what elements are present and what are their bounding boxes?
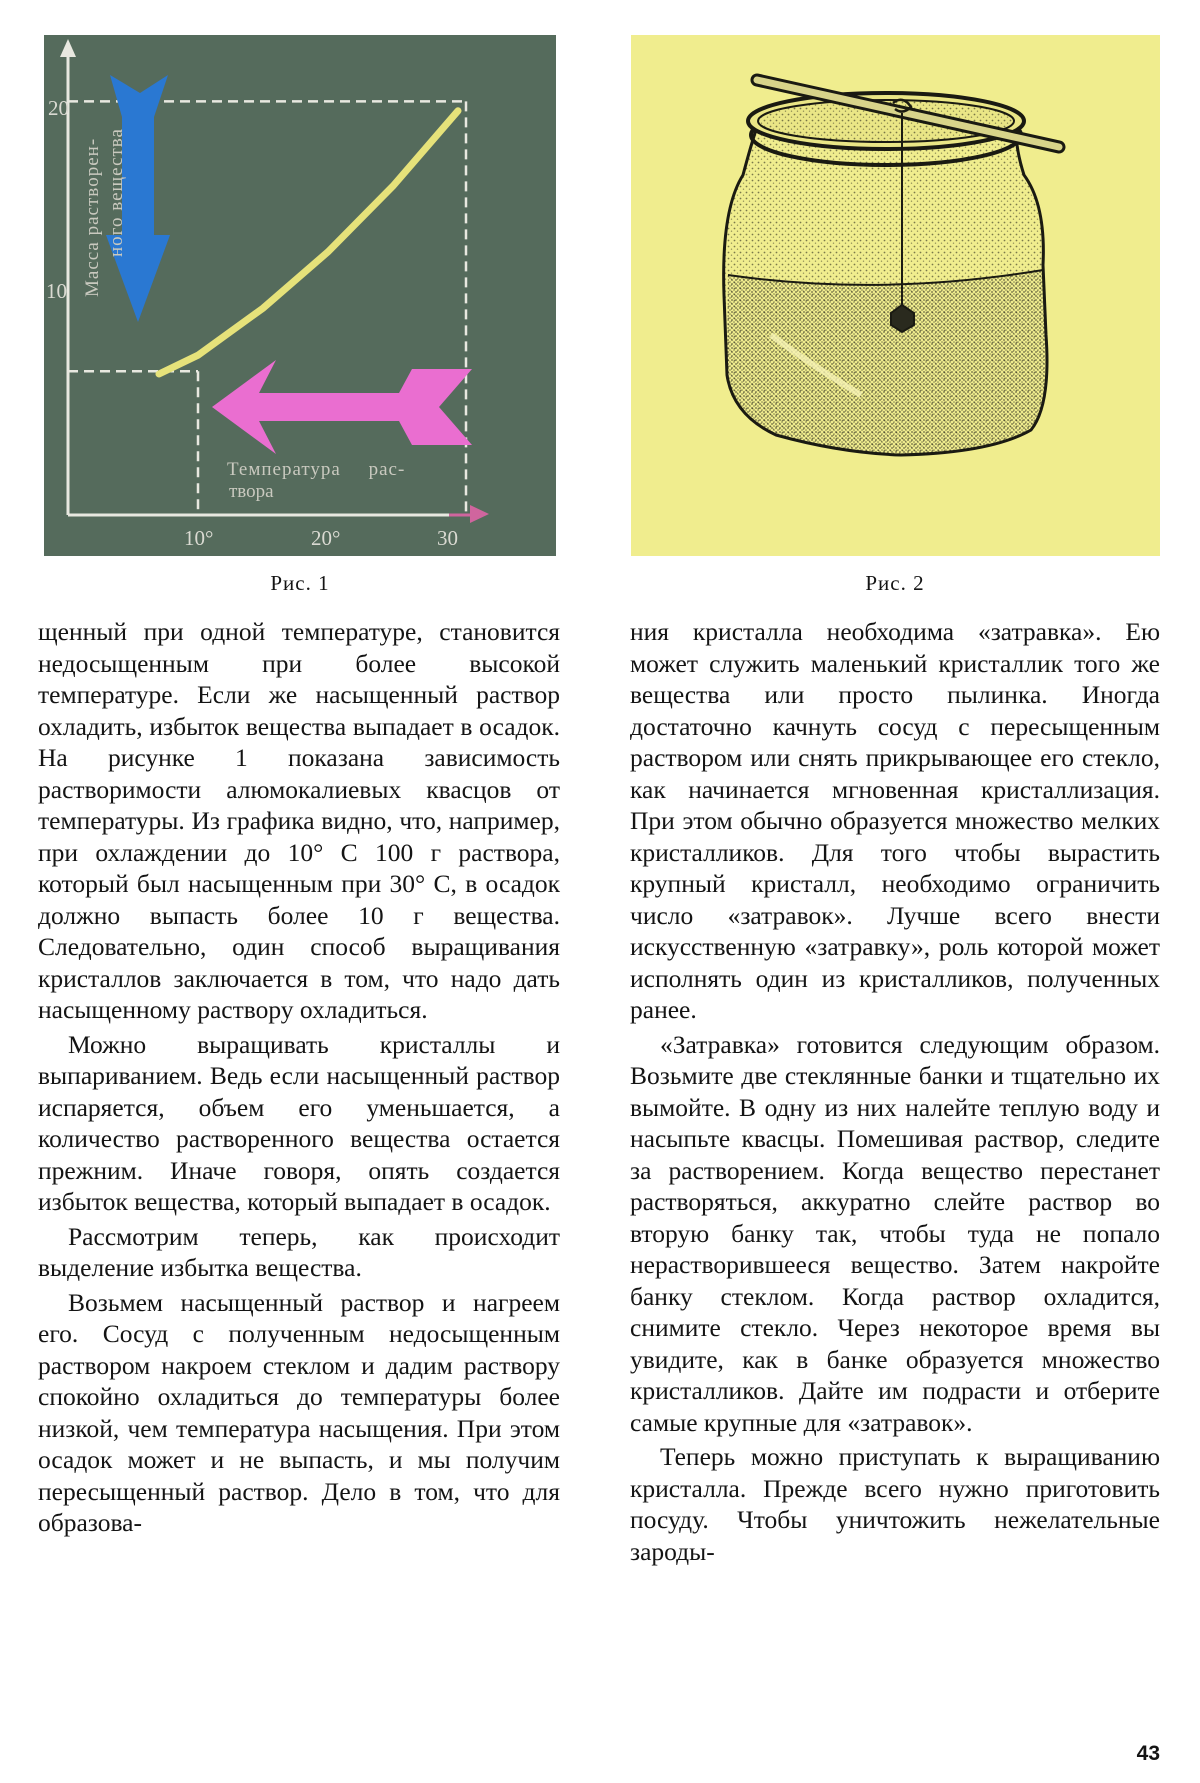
x-tick-10: 10° (184, 526, 214, 550)
paragraph: Теперь можно приступать к выращиванию кристалла. Прежде всего нужно приготовить посуду. Чтобы уничтожить нежелательные зароды- (630, 1442, 1160, 1566)
solubility-curve (159, 111, 458, 374)
x-tick-20: 20° (311, 526, 341, 550)
figure-1-caption: Рис. 1 (270, 571, 330, 595)
figure-1-chart (44, 35, 556, 556)
paragraph: Возьмем насыщенный раствор и нагреем его. Сосуд с полученным недосыщенным раствором накроем стеклом и дадим раствору спокойно охладиться до температуры более низкой, чем температура насыщения. При этом осадок может и не выпасть, и мы получим пересыщенный раствор. Дело в том, что для образова- (38, 1287, 560, 1537)
paragraph: ния кристалла необходима «затравка». Ею может служить маленький кристаллик того же вещества или просто пылинка. Иногда достаточно качнуть сосуд с пересыщенным раствором или снять прикрывающее его стекло, как начинается мгновенная кристаллизация. При этом обычно образуется множество мелких кристалликов. Для того чтобы вырастить крупный кристалл, необходимо ограничить число «затравок». Лучше всего внести искусственную «затравку», роль которой может исполнять один из кристалликов, полученных ранее. (630, 617, 1160, 1024)
solubility-chart (44, 35, 556, 556)
left-text-column (38, 616, 560, 1542)
y-axis-arrowhead (60, 39, 76, 57)
y-tick-10: 10 (46, 279, 67, 303)
paragraph: Рассмотрим теперь, как происходит выделение избытка вещества. (38, 1221, 560, 1282)
jar-illustration (631, 35, 1160, 556)
jar-liquid (727, 270, 1047, 455)
y-axis-label-line1: Масса раствoрен- (82, 137, 103, 297)
figure-2-illustration (631, 35, 1160, 556)
x-axis-label-line2: твора (229, 481, 274, 502)
paragraph: «Затравка» готовится следующим образом. Возьмите две стеклянные банки и тщательно их вымойте. В одну из них налейте теплую воду и насыпьте квасцы. Помешивая раствор, следите за растворением. Когда вещество перестанет растворяться, аккуратно слейте раствор во вторую банку так, чтобы туда не попало нерастворившееся вещество. Затем накройте банку стеклом. Когда раствор охладится, снимите стекло. Через некоторое время вы увидите, как в банке образуется множество кристалликов. Дайте им подрасти и отберите самые крупные для «затравок». (630, 1029, 1160, 1437)
figure-2-caption: Рис. 2 (865, 571, 925, 595)
x-tick-30: 30 (437, 526, 458, 550)
paragraph: Можно выращивать кристаллы и выпариванием. Ведь если насыщенный раствор испаряется, объем его уменьшается, а количество растворенного вещества остается прежним. Иначе говоря, опять создается избыток вещества, который выпадает в осадок. (38, 1029, 560, 1216)
x-axis-label-line1: Температура рас- (227, 459, 406, 480)
y-tick-20: 20 (48, 96, 69, 120)
page-number: 43 (1136, 1742, 1160, 1765)
right-text-column (630, 616, 1160, 1570)
jar-icon (724, 93, 1047, 455)
paragraph: щенный при одной температуре, становится недосыщенным при более высокой температуре. Если же насыщенный раствор охладить, избыток вещества выпадает в осадок. На рисунке 1 показана зависимость растворимости алюмокалиевых квасцов от температуры. Из графика видно, что, например, при охлаждении до 10° С 100 г раствора, который был насыщенным при 30° С, в осадок должно выпасть более 10 г вещества. Следовательно, один способ выращивания кристаллов заключается в том, что надо дать насыщенному раствору охладиться. (38, 617, 560, 1024)
left-arrow-icon (212, 360, 472, 454)
y-axis-label-line2: ного вещества (106, 128, 127, 257)
